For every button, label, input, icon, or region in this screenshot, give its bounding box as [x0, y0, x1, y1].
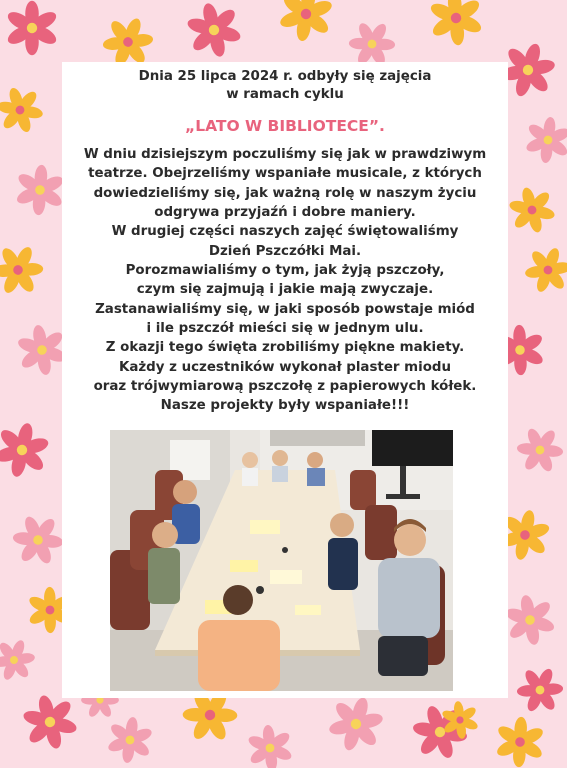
- flower-icon: [0, 416, 56, 484]
- flower-icon: [0, 81, 49, 140]
- body-line: W dniu dzisiejszym poczuliśmy się jak w prawdziwym: [83, 147, 487, 162]
- body-line: Każdy z uczestników wykonał plaster miodu: [118, 359, 452, 375]
- event-title: „LATO W BIBLIOTECE”.: [185, 117, 385, 135]
- flower-icon: [508, 418, 567, 482]
- body-line: Z okazji tego święta zrobiliśmy piękne makiety.: [105, 340, 465, 356]
- flower-icon: [485, 707, 554, 768]
- body-line: dowiedzieliśmy się, jak ważną rolę w naszym życiu: [93, 185, 477, 201]
- flower-icon: [104, 714, 156, 766]
- flower-icon: [522, 244, 567, 296]
- intro-line: Dnia 25 lipca 2024 r. odbyły się zajęcia: [138, 69, 432, 84]
- flower-icon: [17, 689, 83, 756]
- body-line: Dzień Pszczółki Mai.: [208, 243, 362, 259]
- flower-icon: [508, 658, 567, 722]
- flower-icon: [420, 0, 492, 54]
- flower-icon: [0, 631, 43, 690]
- flower-icon: [13, 163, 66, 217]
- announcement-card: [62, 62, 508, 698]
- flower-icon: [5, 1, 59, 56]
- body-line: teatrze. Obejrzeliśmy wspaniałe musicale, z których: [88, 166, 482, 182]
- flower-icon: [238, 716, 302, 768]
- body-text: [62, 145, 508, 416]
- flower-icon: [10, 513, 65, 568]
- flower-icon: [176, 0, 253, 68]
- intro-text: [62, 68, 508, 104]
- intro-line: w ramach cyklu: [226, 87, 344, 102]
- flower-icon: [348, 20, 396, 67]
- body-line: Porozmawialiśmy o tym, jak żyją pszczoły,: [125, 263, 445, 279]
- body-line: Nasze projekty były wspaniałe!!!: [160, 398, 410, 414]
- flower-icon: [501, 591, 560, 650]
- flower-icon: [323, 692, 388, 757]
- body-line: Zastanawialiśmy się, w jaki sposób powstaje miód: [95, 301, 475, 317]
- flower-icon: [271, 0, 341, 49]
- workshop-photo: [110, 430, 453, 691]
- body-line: i ile pszczół mieści się w jednym ulu.: [146, 321, 424, 337]
- body-line: oraz trójwymiarową pszczołę z papierowych kółek.: [93, 379, 477, 395]
- body-line: odgrywa przyjaźń i dobre maniery.: [154, 205, 416, 221]
- body-line: czym się zajmują i jakie mają zwyczaje.: [136, 282, 434, 298]
- flower-icon: [504, 182, 560, 238]
- flower-icon: [516, 108, 567, 172]
- body-line: W drugiej części naszych zajęć świętowaliśmy: [111, 224, 459, 240]
- flower-icon: [0, 236, 52, 304]
